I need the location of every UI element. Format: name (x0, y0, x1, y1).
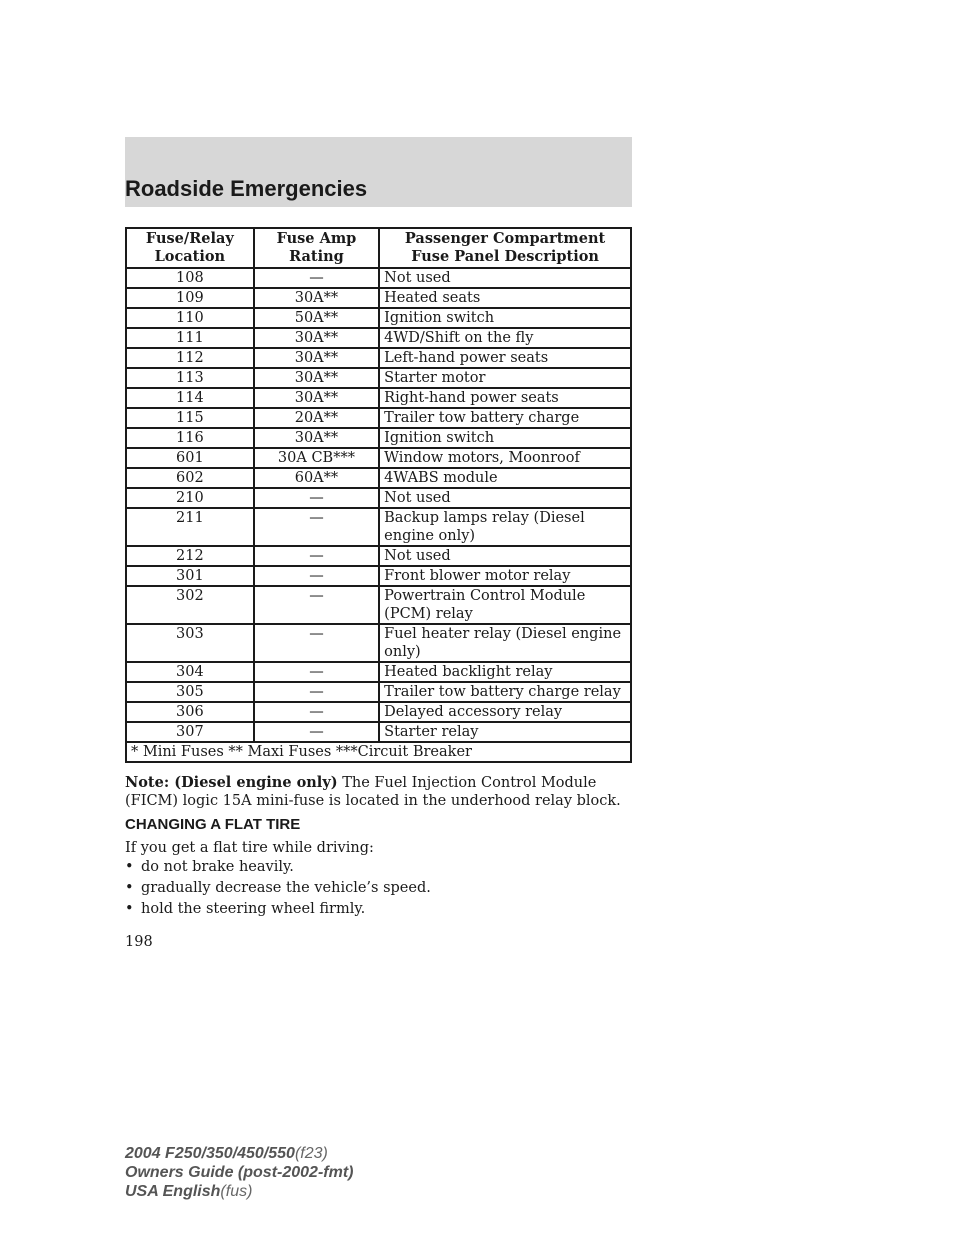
table-row (126, 702, 631, 722)
cell-description: Powertrain Control Module (PCM) relay (379, 586, 631, 624)
cell-location: 115 (126, 408, 254, 428)
cell-amp-rating: 30A** (254, 388, 379, 408)
table-row (126, 368, 631, 388)
cell-amp-rating: 30A CB*** (254, 448, 379, 468)
cell-location: 211 (126, 508, 254, 546)
cell-amp-rating: 30A** (254, 428, 379, 448)
column-header-description: Passenger Compartment Fuse Panel Description (379, 228, 631, 268)
cell-amp-rating: 30A** (254, 288, 379, 308)
diesel-note (125, 774, 640, 810)
note-label: Note: (Diesel engine only) (125, 774, 338, 791)
cell-amp-rating: — (254, 546, 379, 566)
cell-amp-rating: — (254, 268, 379, 288)
table-footnote-row (126, 742, 631, 762)
cell-location: 301 (126, 566, 254, 586)
cell-description: Fuel heater relay (Diesel engine only) (379, 624, 631, 662)
cell-location: 303 (126, 624, 254, 662)
bullet-dot: • (125, 901, 134, 917)
cell-location: 601 (126, 448, 254, 468)
cell-location: 304 (126, 662, 254, 682)
table-row (126, 388, 631, 408)
column-header-amp-rating: Fuse Amp Rating (254, 228, 379, 268)
cell-amp-rating: 30A** (254, 368, 379, 388)
cell-description: Not used (379, 268, 631, 288)
cell-description: Trailer tow battery charge (379, 408, 631, 428)
cell-location: 116 (126, 428, 254, 448)
cell-location: 108 (126, 268, 254, 288)
bullet-dot: • (125, 859, 134, 875)
cell-amp-rating: — (254, 722, 379, 742)
cell-description: Heated backlight relay (379, 662, 631, 682)
bullet-list (125, 857, 431, 920)
table-row (126, 408, 631, 428)
table-row (126, 722, 631, 742)
bullet-text: do not brake heavily. (141, 859, 294, 875)
cell-description: Left-hand power seats (379, 348, 631, 368)
cell-amp-rating: 30A** (254, 348, 379, 368)
cell-location: 306 (126, 702, 254, 722)
cell-description: Starter motor (379, 368, 631, 388)
cell-description: Not used (379, 546, 631, 566)
table-row (126, 308, 631, 328)
cell-description: Not used (379, 488, 631, 508)
list-item (125, 878, 431, 899)
cell-amp-rating: 50A** (254, 308, 379, 328)
cell-amp-rating: — (254, 682, 379, 702)
cell-location: 302 (126, 586, 254, 624)
table-row (126, 662, 631, 682)
document-footer (125, 1144, 353, 1201)
column-header-location: Fuse/Relay Location (126, 228, 254, 268)
cell-location: 114 (126, 388, 254, 408)
table-row (126, 566, 631, 586)
cell-location: 212 (126, 546, 254, 566)
cell-description: Right-hand power seats (379, 388, 631, 408)
table-row (126, 448, 631, 468)
cell-amp-rating: — (254, 702, 379, 722)
bullet-text: gradually decrease the vehicle’s speed. (141, 880, 431, 896)
cell-location: 210 (126, 488, 254, 508)
footer-language: USA English (125, 1183, 221, 1200)
cell-description: Front blower motor relay (379, 566, 631, 586)
table-row (126, 268, 631, 288)
table-row (126, 546, 631, 566)
cell-location: 110 (126, 308, 254, 328)
cell-amp-rating: 30A** (254, 328, 379, 348)
cell-amp-rating: 20A** (254, 408, 379, 428)
bullet-dot: • (125, 880, 134, 896)
cell-location: 113 (126, 368, 254, 388)
page-title: Roadside Emergencies (125, 176, 368, 201)
footer-model: 2004 F250/350/450/550 (125, 1145, 295, 1162)
cell-amp-rating: 60A** (254, 468, 379, 488)
footer-guide: Owners Guide (post-2002-fmt) (125, 1164, 354, 1181)
cell-location: 111 (126, 328, 254, 348)
bullet-text: hold the steering wheel firmly. (141, 901, 366, 917)
table-row (126, 508, 631, 546)
cell-description: 4WABS module (379, 468, 631, 488)
table-row (126, 468, 631, 488)
table-row (126, 288, 631, 308)
cell-description: 4WD/Shift on the fly (379, 328, 631, 348)
table-header-row (126, 228, 631, 268)
footer-model-code: (f23) (294, 1145, 328, 1162)
table-footnote: * Mini Fuses ** Maxi Fuses ***Circuit Breaker (126, 742, 631, 762)
note-text: The Fuel Injection Control Module (FICM) logic 15A mini-fuse is located in the underhood relay block. (125, 775, 621, 809)
table-row (126, 488, 631, 508)
section-intro: If you get a flat tire while driving: (125, 840, 374, 856)
cell-amp-rating: — (254, 508, 379, 546)
cell-description: Starter relay (379, 722, 631, 742)
table-row (126, 348, 631, 368)
cell-description: Heated seats (379, 288, 631, 308)
cell-amp-rating: — (254, 586, 379, 624)
cell-location: 112 (126, 348, 254, 368)
footer-language-code: (fus) (220, 1183, 253, 1200)
table-row (126, 328, 631, 348)
list-item (125, 857, 431, 878)
cell-location: 602 (126, 468, 254, 488)
cell-description: Delayed accessory relay (379, 702, 631, 722)
cell-description: Ignition switch (379, 308, 631, 328)
cell-description: Backup lamps relay (Diesel engine only) (379, 508, 631, 546)
cell-location: 109 (126, 288, 254, 308)
table-row (126, 682, 631, 702)
cell-location: 307 (126, 722, 254, 742)
cell-description: Trailer tow battery charge relay (379, 682, 631, 702)
cell-amp-rating: — (254, 566, 379, 586)
section-heading: CHANGING A FLAT TIRE (125, 816, 301, 833)
cell-location: 305 (126, 682, 254, 702)
table-row (126, 624, 631, 662)
cell-amp-rating: — (254, 488, 379, 508)
cell-amp-rating: — (254, 624, 379, 662)
cell-amp-rating: — (254, 662, 379, 682)
table-row (126, 428, 631, 448)
list-item (125, 899, 431, 920)
fuse-table (125, 227, 632, 763)
cell-description: Window motors, Moonroof (379, 448, 631, 468)
cell-description: Ignition switch (379, 428, 631, 448)
page-number: 198 (125, 934, 153, 950)
table-row (126, 586, 631, 624)
